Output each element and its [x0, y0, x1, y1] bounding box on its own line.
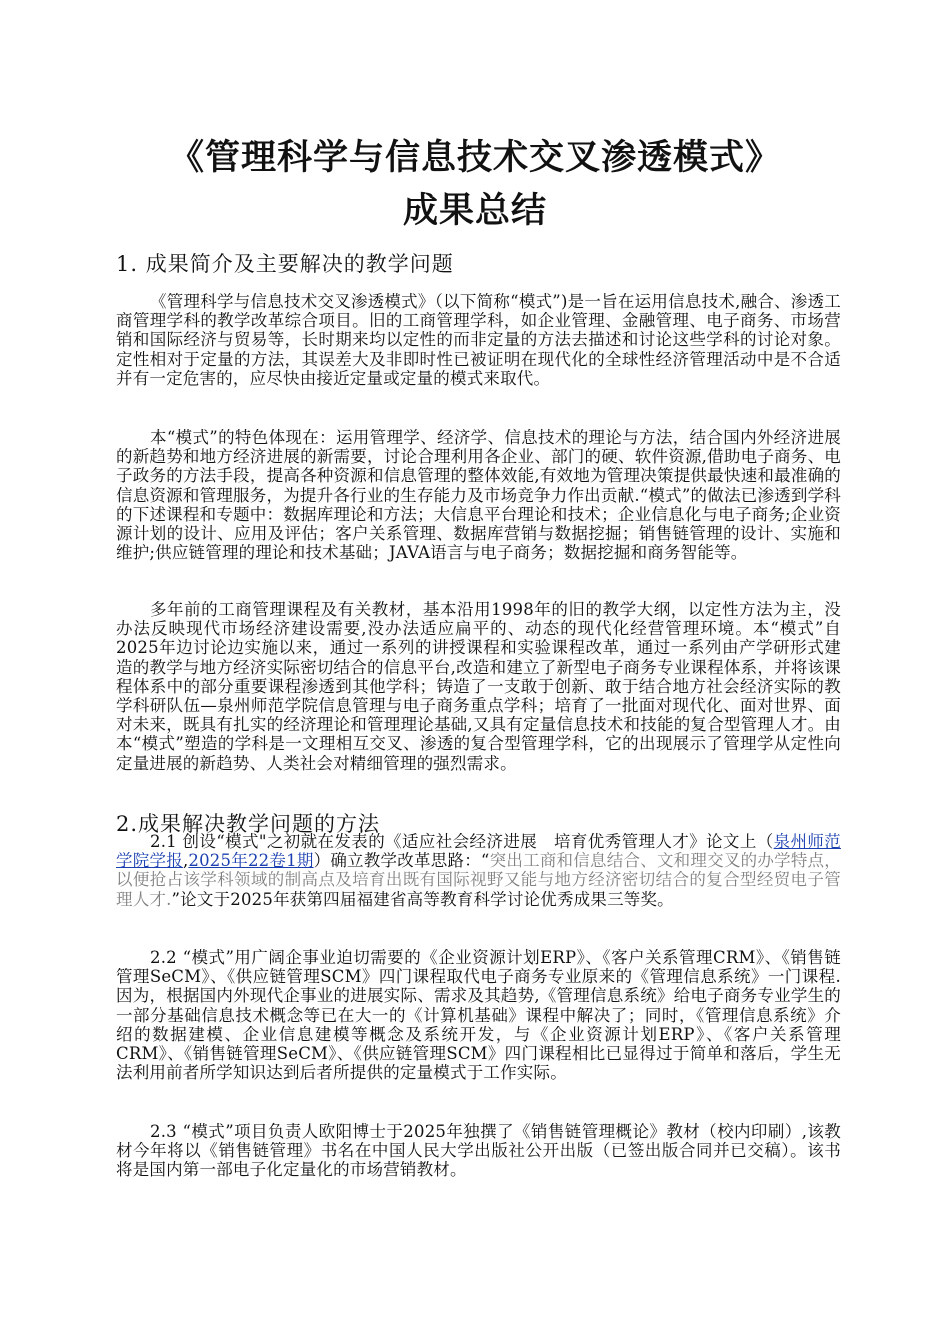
section-1-paragraph-1: 《管理科学与信息技术交叉渗透模式》（以下简称“模式”)是一旨在运用信息技术,融合、渗透工商管理学科的教学改革综合项目。旧的工商管理学科，如企业管理、金融管理、电子商务、市场营销和国际经济与贸易等，长时期来均以定性的而非定量的方法去描述和讨论这些学科的讨论对象。定性相对于定量的方法，其误差大及非即时性已被证明在现代化的全球性经济管理活动中是不合适并有一定危害的，应尽快由接近定量或定量的模式来取代。	[116, 292, 841, 388]
paragraph-text: 2.1 创设“模式"之初就在发表的《适应社会经济进展 培育优秀管理人才》论文上（	[150, 832, 774, 851]
paragraph-text: ,	[182, 851, 189, 871]
section-1-paragraph-2: 本“模式”的特色体现在：运用管理学、经济学、信息技术的理论与方法，结合国内外经济进展的新趋势和地方经济进展的新需要，讨论合理利用各企业、部门的硬、软件资源,借助电子商务、电子政务的方法手段，提高各种资源和信息管理的整体效能,有效地为管理决策提供最快速和最准确的信息资源和管理服务，为提升各行业的生存能力及市场竞争力作出贡献.“模式”的做法已渗透到学科的下述课程和专题中：数据库理论和方法；大信息平台理论和技术；企业信息化与电子商务;企业资源计划的设计、应用及评估；客户关系管理、数据库营销与数据挖掘；销售链管理的设计、实施和维护;供应链管理的理论和技术基础；JAVA语言与电子商务；数据挖掘和商务智能等。	[116, 428, 841, 563]
section-1-heading: 1. 成果简介及主要解决的教学问题	[116, 252, 454, 276]
quoted-text: 突出工商和信息结合、文和理交叉的办学特点，以便抢占该学科领域的制高点及培育出既有国际视野又能与地方经济密切结合的复合型经贸电子管理人才.	[116, 851, 841, 909]
section-2-heading: 2.成果解决教学问题的方法	[116, 812, 381, 836]
section-2-paragraph-1	[116, 832, 841, 909]
paragraph-text: ）确立教学改革思路：“	[313, 851, 490, 871]
section-1-paragraph-3: 多年前的工商管理课程及有关教材，基本沿用1998年的旧的教学大纲，以定性方法为主，没办法反映现代市场经济建设需要,没办法适应扁平的、动态的现代化经营管理环境。本“模式”自2025年边讨论边实施以来，通过一系列的讲授课程和实验课程改革，通过一系列由产学研形式建造的教学与地方经济实际密切结合的信息平台,改造和建立了新型电子商务专业课程体系，并将该课程体系中的部分重要课程渗透到其他学科；铸造了一支敢于创新、敢于结合地方社会经济实际的教学科研队伍—泉州师范学院信息管理与电子商务重点学科；培育了一批面对现代化、面对世界、面对未来，既具有扎实的经济理论和管理理论基础,又具有定量信息技术和技能的复合型管理人才。由本“模式”塑造的学科是一文理相互交叉、渗透的复合型管理学科，它的出现展示了管理学从定性向定量进展的新趋势、人类社会对精细管理的强烈需求。	[116, 600, 841, 773]
section-2-paragraph-2: 2.2 “模式”用广阔企事业迫切需要的《企业资源计划ERP》、《客户关系管理CRM》、《销售链管理SeCM》、《供应链管理SCM》四门课程取代电子商务专业原来的《管理信息系统》一门课程.因为，根据国内外现代企事业的进展实际、需求及其趋势,《管理信息系统》给电子商务专业学生的一部分基础信息技术概念等已在大一的《计算机基础》课程中解决了；同时，《管理信息系统》介绍的数据建模、企业信息建模等概念及系统开发，与《企业资源计划ERP》、《客户关系管理CRM》、《销售链管理SeCM》、《供应链管理SCM》四门课程相比已显得过于简单和落后，学生无法利用前者所学知识达到后者所提供的定量模式于工作实际。	[116, 948, 841, 1083]
journal-link[interactable]: 泉州师范学院学报	[116, 832, 841, 871]
section-2-paragraph-3: 2.3 “模式”项目负责人欧阳博士于2025年独撰了《销售链管理概论》教材（校内印刷）,该教材今年将以《销售链管理》书名在中国人民大学出版社公开出版（已签出版合同并已交稿）。该书将是国内第一部电子化定量化的市场营销教材。	[116, 1122, 841, 1180]
issue-link[interactable]: 2025年22卷1期	[188, 851, 314, 871]
paragraph-text: ”论文于2025年获第四届福建省高等教育科学讨论优秀成果三等奖。	[171, 889, 674, 909]
document-subtitle: 成果总结	[402, 191, 547, 231]
document-title: 《管理科学与信息技术交叉渗透模式》	[168, 138, 781, 178]
